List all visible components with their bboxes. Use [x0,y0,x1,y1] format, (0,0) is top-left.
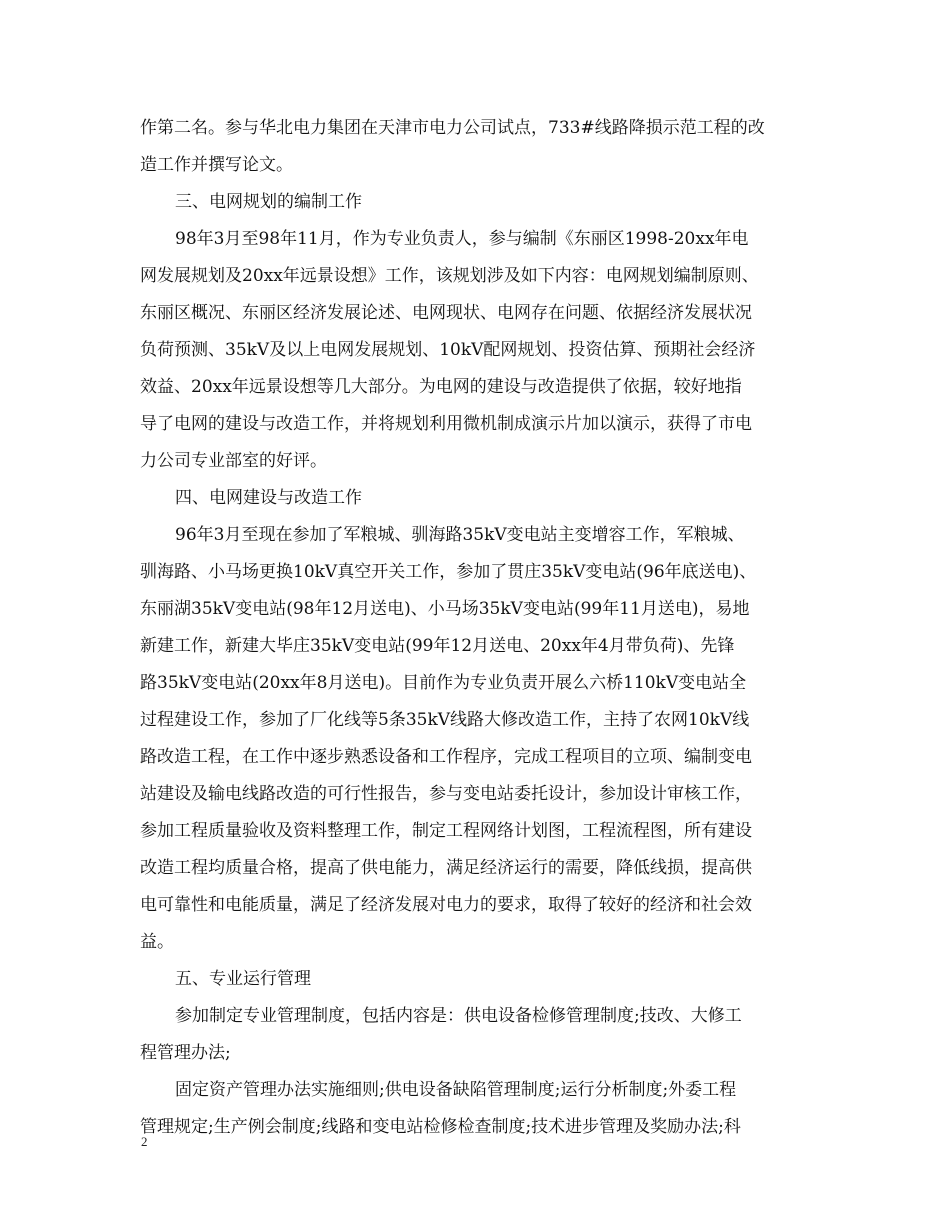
paragraph-line: 96年3月至现在参加了军粮城、驯海路35kV变电站主变增容工作，军粮城、 [175,525,745,545]
paragraph-line: 驯海路、小马场更换10kV真空开关工作，参加了贯庄35kV变电站(96年底送电)、 [140,562,757,582]
paragraph-line: 导了电网的建设与改造工作，并将规划利用微机制成演示片加以演示，获得了市电 [140,414,752,434]
paragraph-line: 参加制定专业管理制度，包括内容是：供电设备检修管理制度;技改、大修工 [175,1006,742,1026]
paragraph-line: 管理规定;生产例会制度;线路和变电站检修检查制度;技术进步管理及奖励办法;科 [140,1117,741,1137]
paragraph-line: 过程建设工作，参加了厂化线等5条35kV线路大修改造工作，主持了农网10kV线 [140,710,750,730]
paragraph-line: 负荷预测、35kV及以上电网发展规划、10kV配网规划、投资估算、预期社会经济 [140,340,756,360]
paragraph-line: 98年3月至98年11月，作为专业负责人，参与编制《东丽区1998-20xx年电 [175,229,749,249]
paragraph-line: 作第二名。参与华北电力集团在天津市电力公司试点，733#线路降损示范工程的改 [140,118,765,138]
paragraph-line: 力公司专业部室的好评。 [140,451,327,471]
paragraph-line: 新建工作，新建大毕庄35kV变电站(99年12月送电、20xx年4月带负荷)、先锋 [140,636,735,656]
paragraph-line: 东丽区概况、东丽区经济发展论述、电网现状、电网存在问题、依据经济发展状况 [140,303,752,323]
section-heading: 四、电网建设与改造工作 [175,488,362,508]
paragraph-line: 参加工程质量验收及资料整理工作，制定工程网络计划图，工程流程图，所有建设 [140,821,752,841]
paragraph-line: 路35kV变电站(20xx年8月送电)。目前作为专业负责开展么六桥110kV变电站全 [140,673,747,693]
section-heading: 五、专业运行管理 [175,969,311,989]
paragraph-line: 改造工程均质量合格，提高了供电能力，满足经济运行的需要，降低线损，提高供 [140,858,752,878]
paragraph-line: 固定资产管理办法实施细则;供电设备缺陷管理制度;运行分析制度;外委工程 [175,1080,737,1100]
page-number: 2 [141,1134,148,1149]
paragraph-line: 电可靠性和电能质量，满足了经济发展对电力的要求，取得了较好的经济和社会效 [140,895,752,915]
paragraph-line: 东丽湖35kV变电站(98年12月送电)、小马场35kV变电站(99年11月送电)，易地 [140,599,750,619]
paragraph-line: 站建设及输电线路改造的可行性报告，参与变电站委托设计，参加设计审核工作， [140,784,752,804]
paragraph-line: 路改造工程，在工作中逐步熟悉设备和工作程序，完成工程项目的立项、编制变电 [140,747,752,767]
paragraph-line: 益。 [140,932,174,952]
section-heading: 三、电网规划的编制工作 [175,192,362,212]
paragraph-line: 网发展规划及20xx年远景设想》工作，该规划涉及如下内容：电网规划编制原则、 [140,266,759,286]
paragraph-line: 效益、20xx年远景设想等几大部分。为电网的建设与改造提供了依据，较好地指 [140,377,742,397]
document-body [140,110,812,1146]
paragraph-line: 造工作并撰写论文。 [140,155,293,175]
paragraph-line: 程管理办法; [140,1043,231,1063]
